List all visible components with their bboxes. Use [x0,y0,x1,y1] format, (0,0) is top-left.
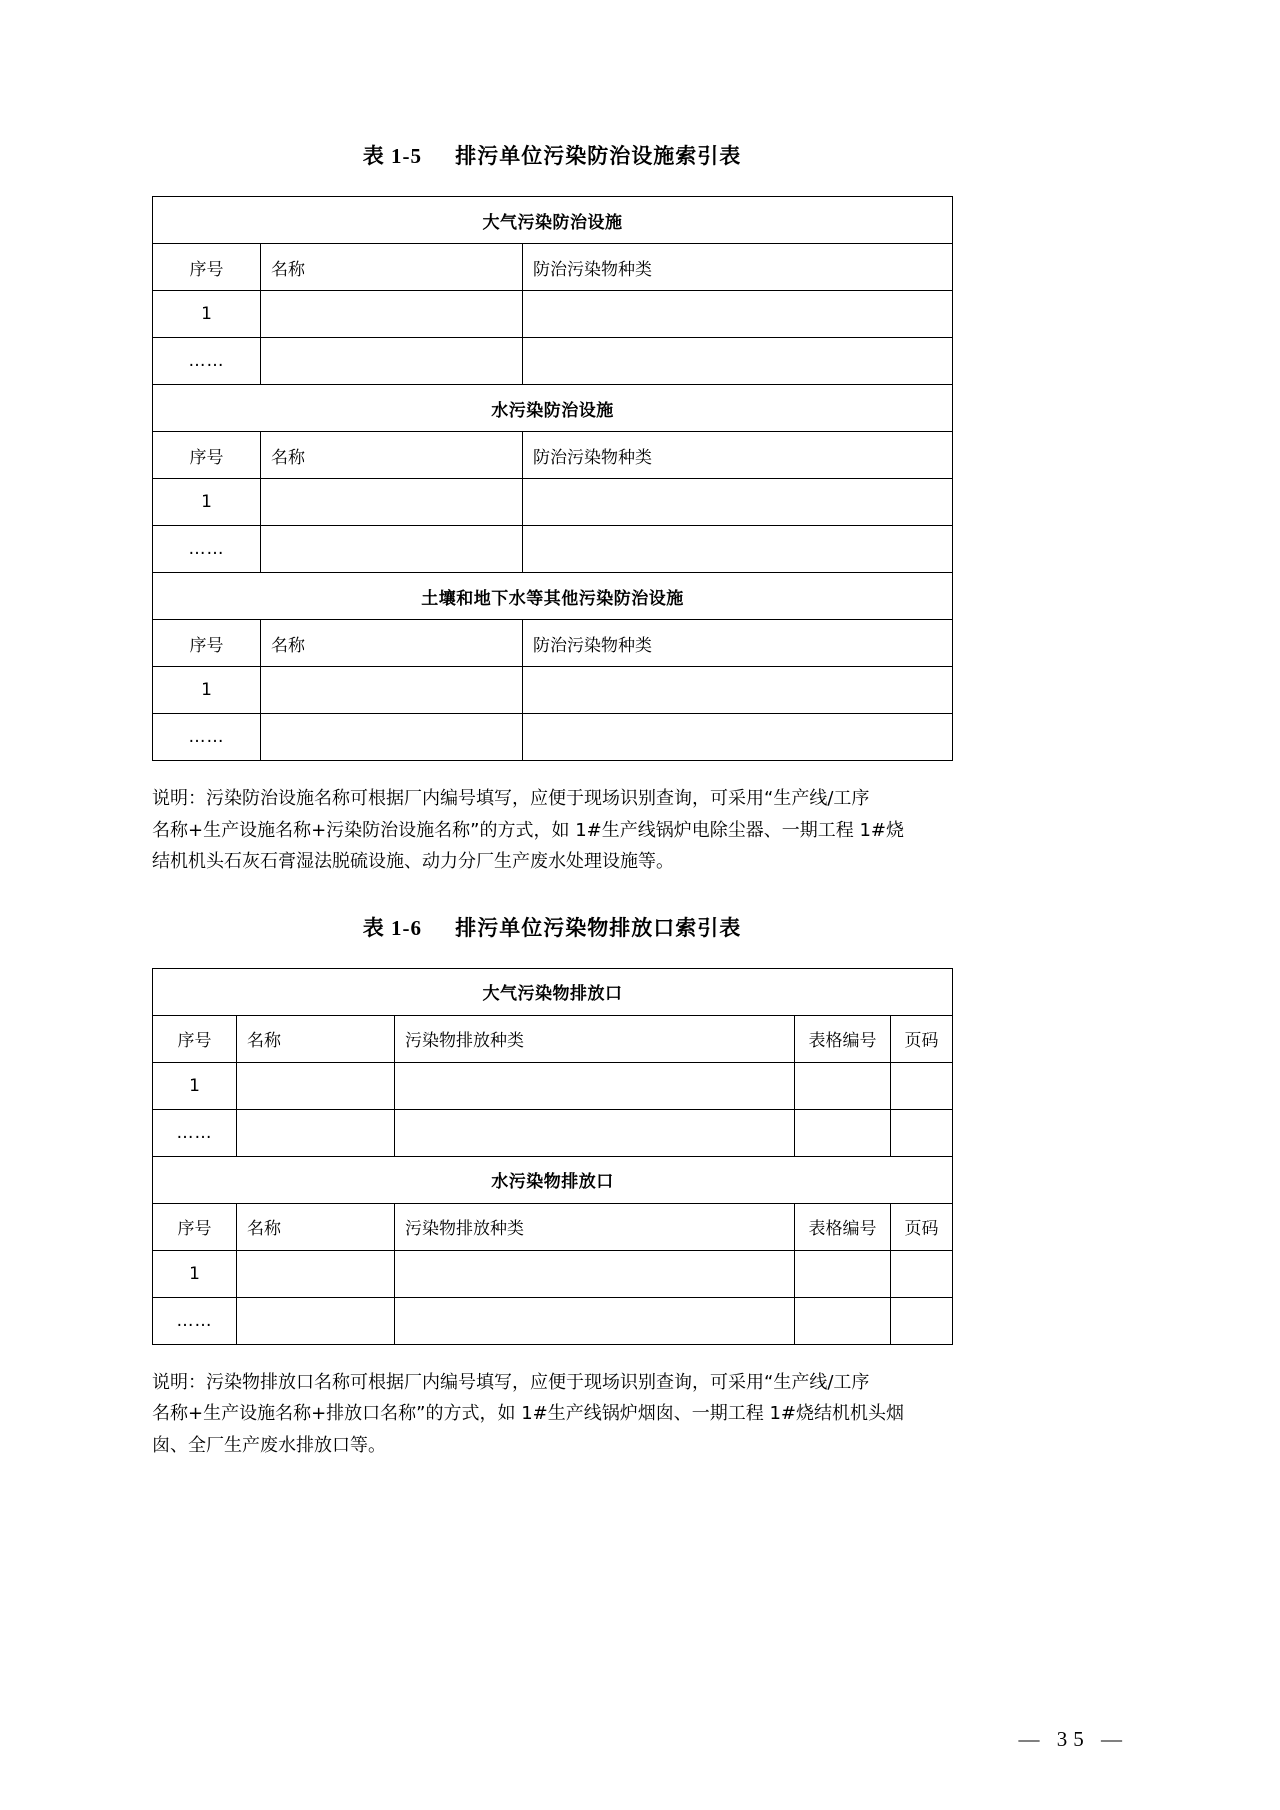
cell-pollutant-type [523,667,953,714]
table-row [153,385,953,432]
table-row [153,244,953,291]
note-line: 说明：污染防治设施名称可根据厂内编号填写，应便于现场识别查询，可采用“生产线/工序 [152,788,870,809]
cell-name [261,338,523,385]
cell-name [261,291,523,338]
cell-name [261,479,523,526]
cell-pollutant-discharge-type [395,1250,795,1297]
table-row [153,1015,953,1062]
cell-pollutant-discharge-type [395,1062,795,1109]
column-header-name: 名称 [237,1203,395,1250]
section-heading-water: 水污染防治设施 [153,385,953,432]
cell-index: 1 [153,1250,237,1297]
note-line: 名称+生产设施名称+排放口名称”的方式，如 1#生产线锅炉烟囱、一期工程 1#烧结机机头烟 [152,1403,904,1424]
cell-index: …… [153,1297,237,1344]
table-1-5-note [152,783,952,878]
table-row [153,620,953,667]
table-1-6-caption-label: 表 1-6 [362,915,422,940]
section-heading-soil-groundwater: 土壤和地下水等其他污染防治设施 [153,573,953,620]
table-1-6-caption-text: 排污单位污染物排放口索引表 [455,915,742,940]
table-row [153,197,953,244]
cell-index: …… [153,526,261,573]
cell-pollutant-type [523,291,953,338]
table-row [153,1250,953,1297]
section-heading-water-outlet: 水污染物排放口 [153,1156,953,1203]
table-row [153,1203,953,1250]
cell-form-number [795,1062,891,1109]
note-line: 囱、全厂生产废水排放口等。 [152,1434,386,1456]
cell-pollutant-type [523,338,953,385]
column-header-index: 序号 [153,1015,237,1062]
table-1-5-caption-text: 排污单位污染防治设施索引表 [455,144,742,168]
note-line: 名称+生产设施名称+污染防治设施名称”的方式，如 1#生产线锅炉电除尘器、一期工程 1#烧 [152,819,904,841]
cell-pollutant-type [523,526,953,573]
column-header-pollutant-type: 防治污染物种类 [523,620,953,667]
table-row [153,714,953,761]
cell-name [261,667,523,714]
cell-name [261,526,523,573]
table-row [153,526,953,573]
table-1-5-caption-label: 表 1-5 [362,144,422,168]
table-1-6-note [152,1367,952,1462]
column-header-form-number: 表格编号 [795,1203,891,1250]
table-row [153,968,953,1015]
column-header-pollutant-type: 防治污染物种类 [523,432,953,479]
cell-name [261,714,523,761]
cell-form-number [795,1297,891,1344]
cell-form-number [795,1250,891,1297]
cell-pollutant-type [523,479,953,526]
cell-name [237,1250,395,1297]
cell-form-number [795,1109,891,1156]
cell-name [237,1109,395,1156]
cell-index: 1 [153,479,261,526]
cell-page-number [891,1062,953,1109]
cell-pollutant-discharge-type [395,1109,795,1156]
column-header-index: 序号 [153,432,261,479]
section-heading-air: 大气污染防治设施 [153,197,953,244]
cell-index: 1 [153,1062,237,1109]
table-1-5 [152,196,953,761]
cell-name [237,1297,395,1344]
section-heading-air-outlet: 大气污染物排放口 [153,968,953,1015]
column-header-index: 序号 [153,244,261,291]
column-header-name: 名称 [261,244,523,291]
table-row [153,479,953,526]
cell-index: …… [153,338,261,385]
column-header-pollutant-type: 防治污染物种类 [523,244,953,291]
cell-name [237,1062,395,1109]
column-header-page-number: 页码 [891,1203,953,1250]
column-header-pollutant-discharge-type: 污染物排放种类 [395,1203,795,1250]
page-content [152,140,952,1461]
column-header-index: 序号 [153,620,261,667]
note-line: 结机机头石灰石膏湿法脱硫设施、动力分厂生产废水处理设施等。 [152,851,674,872]
cell-index: 1 [153,667,261,714]
column-header-name: 名称 [237,1015,395,1062]
table-row [153,667,953,714]
cell-page-number [891,1109,953,1156]
cell-pollutant-type [523,714,953,761]
table-1-5-caption [152,140,952,170]
page-number: — 35 — [1018,1727,1128,1751]
table-row [153,432,953,479]
cell-index: 1 [153,291,261,338]
cell-pollutant-discharge-type [395,1297,795,1344]
cell-index: …… [153,714,261,761]
cell-index: …… [153,1109,237,1156]
cell-page-number [891,1297,953,1344]
table-row [153,1109,953,1156]
column-header-form-number: 表格编号 [795,1015,891,1062]
table-1-6-caption [152,912,952,942]
table-row [153,573,953,620]
column-header-pollutant-discharge-type: 污染物排放种类 [395,1015,795,1062]
cell-page-number [891,1250,953,1297]
note-line: 说明：污染物排放口名称可根据厂内编号填写，应便于现场识别查询，可采用“生产线/工序 [152,1371,870,1393]
table-row [153,338,953,385]
table-row [153,1156,953,1203]
table-1-6 [152,968,953,1345]
table-row [153,291,953,338]
column-header-index: 序号 [153,1203,237,1250]
table-row [153,1297,953,1344]
column-header-page-number: 页码 [891,1015,953,1062]
table-row [153,1062,953,1109]
column-header-name: 名称 [261,620,523,667]
column-header-name: 名称 [261,432,523,479]
